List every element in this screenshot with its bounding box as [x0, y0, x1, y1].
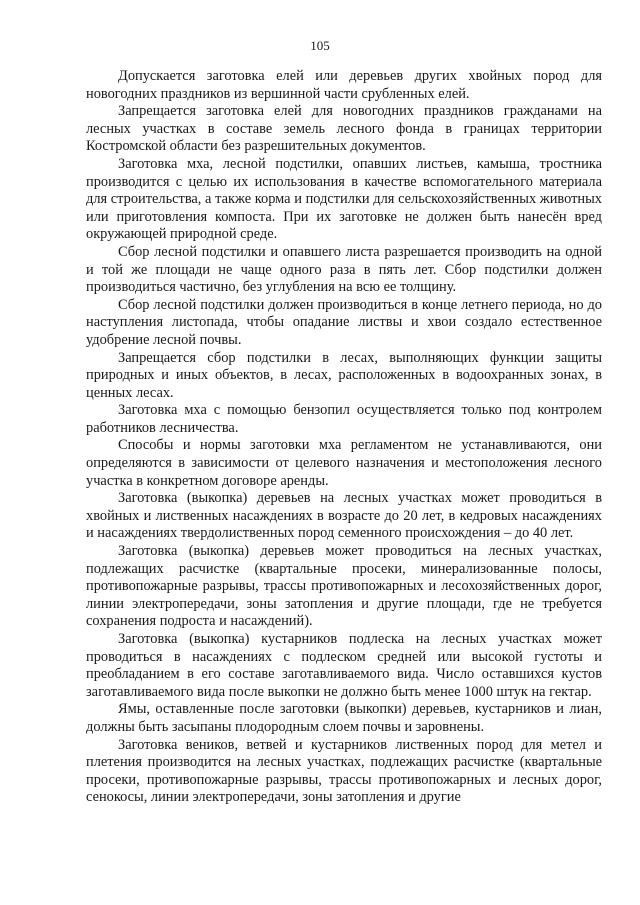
paragraph-3: Заготовка мха, лесной подстилки, опавших листьев, камыша, тростника производится с целью их использования в качестве вспомогательного материала для строительства, а также корма и подстилки для сельскохозяйственных животных или приготовления компоста. При их заготовке не должен быть нанесён вред окружающей природной среде. — [86, 155, 602, 243]
paragraph-10: Заготовка (выкопка) деревьев может проводиться на лесных участках, подлежащих расчистке (квартальные просеки, минерализованные полосы, противопожарные разрывы, трассы противопожарных и лесохозяйственных дорог, линии электропередачи, зоны затопления и другие площади, где не требуется сохранения подроста и насаждений). — [86, 543, 602, 630]
paragraph-4: Сбор лесной подстилки и опавшего листа разрешается производить на одной и той же площади не чаще одного раза в пять лет. Сбор подстилки должен производиться частично, без углубления на всю ее толщину. — [86, 243, 602, 296]
paragraph-13: Заготовка веников, ветвей и кустарников лиственных пород для метел и плетения производится на лесных участках, подлежащих расчистке (квартальные просеки, противопожарные разрывы, трассы противопожарных и лесных дорог, сенокосы, линии электропередачи, зоны затопления и другие — [86, 736, 602, 806]
page-number: 105 — [310, 38, 330, 53]
paragraph-1: Допускается заготовка елей или деревьев других хвойных пород для новогодних праздников из вершинной части срубленных елей. — [86, 68, 602, 102]
paragraph-6: Запрещается сбор подстилки в лесах, выполняющих функции защиты природных и иных объектов, в лесах, расположенных в водоохранных зонах, в ценных лесах. — [86, 349, 602, 401]
paragraph-12: Ямы, оставленные после заготовки (выкопки) деревьев, кустарников и лиан, должны быть засыпаны плодородным слоем почвы и заровнены. — [86, 701, 602, 735]
paragraph-9: Заготовка (выкопка) деревьев на лесных участках может проводиться в хвойных и лиственных насаждениях в возрасте до 20 лет, в кедровых насаждениях и насаждениях твердолиственных пород семенного происхождения – до 40 лет. — [86, 490, 602, 542]
paragraph-2: Запрещается заготовка елей для новогодних праздников гражданами на лесных участках в составе земель лесного фонда в границах территории Костромской области без разрешительных документов. — [86, 103, 602, 155]
paragraph-7: Заготовка мха с помощью бензопил осуществляется только под контролем работников лесничества. — [86, 402, 602, 436]
document-body — [86, 68, 602, 807]
paragraph-5: Сбор лесной подстилки должен производиться в конце летнего периода, но до наступления листопада, чтобы опадание листвы и хвои создало естественное удобрение лесной почвы. — [86, 296, 602, 348]
paragraph-8: Способы и нормы заготовки мха регламентом не устанавливаются, они определяются в зависимости от целевого назначения и местоположения лесного участка в конкретном договоре аренды. — [86, 437, 602, 489]
paragraph-11: Заготовка (выкопка) кустарников подлеска на лесных участках может проводиться в насаждениях с подлеском средней или высокой густоты и преобладанием в его составе заготавливаемого вида. Число оставшихся кустов заготавливаемого вида после выкопки не должно быть менее 1000 штук на гектар. — [86, 631, 602, 700]
